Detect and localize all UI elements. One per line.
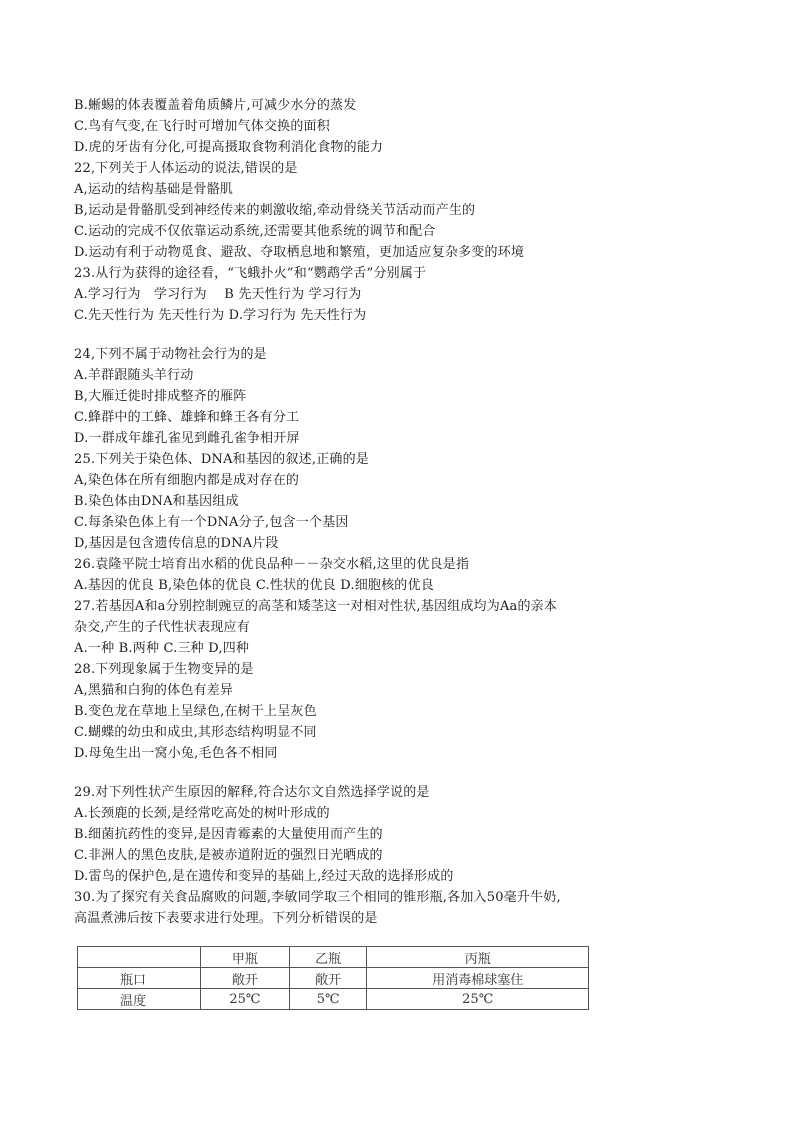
text-line: 25.下列关于染色体、DNA和基因的叙述,正确的是 [74, 452, 369, 467]
text-line: D,基因是包含遗传信息的DNA片段 [74, 536, 279, 551]
table-row-label: 瓶口 [78, 968, 201, 989]
text-line: A,运动的结构基础是骨骼肌 [74, 182, 234, 197]
text-line: 30.为了探究有关食品腐败的问题,李敏同学取三个相同的锥形瓶,各加入50毫升牛奶, [74, 890, 561, 905]
text-line: 22,下列关于人体运动的说法,错误的是 [74, 161, 298, 176]
table-cell: 敞开 [201, 968, 290, 989]
text-line: A.基因的优良 B,染色体的优良 C.性状的优良 D.细胞核的优良 [74, 578, 434, 593]
table-header-row [78, 947, 589, 968]
text-line: A.学习行为 学习行为 B 先天性行为 学习行为 [74, 287, 362, 302]
text-line: A.羊群跟随头羊行动 [74, 368, 194, 383]
table-header-cell: 乙瓶 [289, 947, 367, 968]
table-row [78, 989, 589, 1010]
text-line: B.蜥蜴的体表覆盖着角质鳞片,可减少水分的蒸发 [74, 98, 357, 113]
table-cell: 25℃ [367, 989, 589, 1010]
table-header-cell: 甲瓶 [201, 947, 290, 968]
table-row-label: 温度 [78, 989, 201, 1010]
table-cell: 25℃ [201, 989, 290, 1010]
table-row [78, 968, 589, 989]
text-line: B.染色体由DNA和基因组成 [74, 494, 239, 509]
table-cell: 5℃ [289, 989, 367, 1010]
text-line: C.运动的完成不仅依靠运动系统,还需要其他系统的调节和配合 [74, 224, 436, 239]
blank-line [74, 326, 734, 344]
text-line: B,大雁迁徙时排成整齐的雁阵 [74, 389, 247, 404]
table-header-cell: 丙瓶 [367, 947, 589, 968]
text-line: D.虎的牙齿有分化,可提高摄取食物利消化食物的能力 [74, 140, 384, 155]
text-line: B,运动是骨骼肌受到神经传来的刺激收缩,牵动骨绕关节活动而产生的 [74, 203, 476, 218]
text-line: 28.下列现象属于生物变异的是 [74, 662, 254, 677]
table-corner-cell [78, 947, 201, 968]
text-line: C.非洲人的黑色皮肤,是被赤道附近的强烈日光晒成的 [74, 848, 383, 863]
text-line: B.变色龙在草地上呈绿色,在树干上呈灰色 [74, 704, 317, 719]
text-line: 29.对下列性状产生原因的解释,符合达尔文自然选择学说的是 [74, 785, 430, 800]
text-line: A.长颈鹿的长颈,是经常吃高处的树叶形成的 [74, 806, 330, 821]
table-cell: 用消毒棉球塞住 [367, 968, 589, 989]
question-text [74, 95, 734, 929]
text-line: A,黑猫和白狗的体色有差异 [74, 683, 234, 698]
text-line: 24,下列不属于动物社会行为的是 [74, 347, 267, 362]
text-line: C.先天性行为 先天性行为 D.学习行为 先天性行为 [74, 308, 367, 323]
text-line: C.蜂群中的工蜂、雄蜂和蜂王各有分工 [74, 410, 300, 425]
text-line: A.一种 B.两种 C.三种 D,四种 [74, 641, 250, 656]
text-line: A,染色体在所有细胞内都是成对存在的 [74, 473, 300, 488]
blank-line [74, 764, 734, 782]
text-line: 高温煮沸后按下表要求进行处理。下列分析错误的是 [74, 911, 378, 926]
text-line: 27.若基因A和a分别控制豌豆的高茎和矮茎这一对相对性状,基因组成均为Aa的亲本 [74, 599, 558, 614]
text-line: D.母兔生出一窝小兔,毛色各不相同 [74, 746, 278, 761]
text-line: 杂交,产生的子代性状表现应有 [74, 620, 250, 635]
experiment-table [77, 946, 589, 1010]
text-line: D.雷鸟的保护色,是在遗传和变异的基础上,经过天敌的选择形成的 [74, 869, 454, 884]
text-line: 23.从行为获得的途径看，“飞蛾扑火”和“鹦鹉学舌”分别属于 [74, 266, 427, 281]
text-line: B.细菌抗药性的变异,是因青霉素的大量使用而产生的 [74, 827, 383, 842]
text-line: D.运动有利于动物觅食、避敌、夺取栖息地和繁殖，更加适应复杂多变的环境 [74, 245, 525, 260]
text-line: D.一群成年雄孔雀见到雌孔雀争相开屏 [74, 431, 300, 446]
table-cell: 敞开 [289, 968, 367, 989]
text-line: C.每条染色体上有一个DNA分子,包含一个基因 [74, 515, 349, 530]
text-line: 26.袁隆平院士培育出水稻的优良品种－－杂交水稻,这里的优良是指 [74, 557, 470, 572]
text-line: C.蝴蝶的幼虫和成虫,其形态结构明显不同 [74, 725, 317, 740]
text-line: C.鸟有气变,在飞行时可增加气体交换的面积 [74, 119, 330, 134]
